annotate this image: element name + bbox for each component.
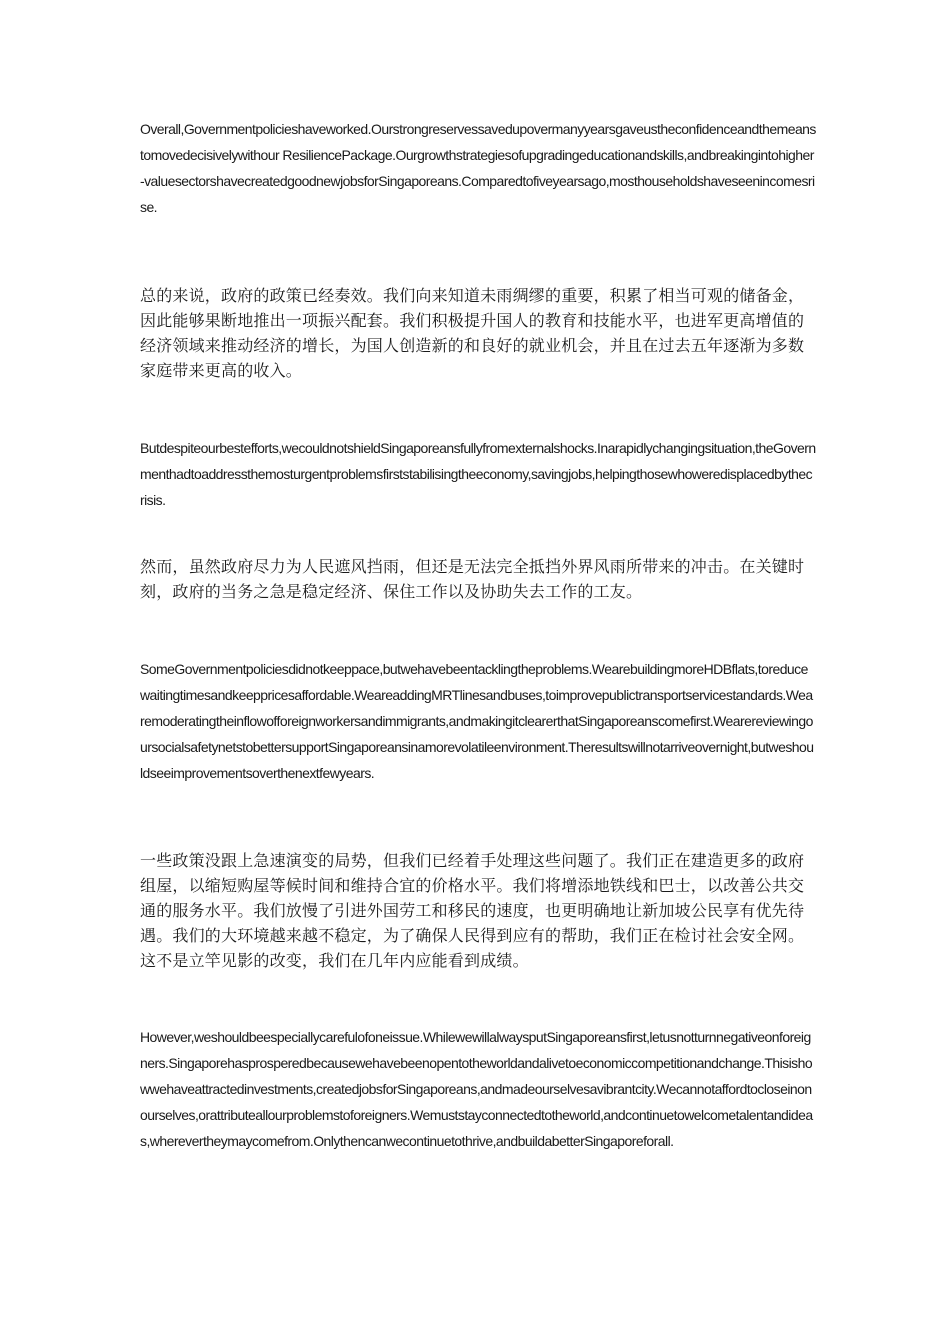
paragraph-english-2: Butdespiteourbestefforts,wecouldnotshieldSingaporeansfullyfromexternalshocks.Inarapidlychangingsituation,theGovernmenthadtoaddressthemosturgentproblemsfirststabilisingtheeconomy,savingjobs,helpingthosewhoweredisplacedbythecrisis. xyxy=(140,440,816,508)
paragraph-chinese-1: 总的来说，政府的政策已经奏效。我们向来知道未雨绸缪的重要，积累了相当可观的储备金，因此能够果断地推出一项振兴配套。我们积极提升国人的教育和技能水平，也进军更高增值的经济领域来推动经济的增长，为国人创造新的和良好的就业机会，并且在过去五年逐渐为多数家庭带来更高的收入。 xyxy=(140,286,805,380)
paragraph-english-4: However,weshouldbeespeciallycarefulofoneissue.WhilewewillalwaysputSingaporeansfirst,letusnotturnnegativeonforeigners.Singaporehasprosperedbecausewehavebeenopentotheworldandalivetoeconomiccompetitionandchange.Thisishowwehaveattractedinvestments,createdjobsforSingaporeans,andmadeourselvesavibrantcity.Wecannotaffordtocloseinonourselves,orattributeallourproblemstoforeigners.Wemuststayconnectedtotheworld,andcontinuetowelcometalentandideas,wherevertheymaycomefrom.Onlythencanwecontinuetothrive,andbuildabetterSingaporeforall. xyxy=(140,1029,813,1149)
paragraph-english-1: Overall,Governmentpolicieshaveworked.Ourstrongreservessavedupovermanyyearsgaveustheconfidenceandthemeanstomovedecisivelywithour ResiliencePackage.Ourgrowthstrategiesofupgradingeducationandskills,andbreakingintohigher-valuesectorshavecreatedgoodnewjobsforSingaporeans.Comparedtofiveyearsago,mosthouseholdshaveseenincomesrise. xyxy=(140,121,816,215)
paragraph-chinese-3: 一些政策没跟上急速演变的局势，但我们已经着手处理这些问题了。我们正在建造更多的政府组屋，以缩短购屋等候时间和维持合宜的价格水平。我们将增添地铁线和巴士，以改善公共交通的服务水平。我们放慢了引进外国劳工和移民的速度，也更明确地让新加坡公民享有优先待遇。我们的大环境越来越不稳定，为了确保人民得到应有的帮助，我们正在检讨社会安全网。这不是立竿见影的改变，我们在几年内应能看到成绩。 xyxy=(140,851,805,970)
paragraph-english-3: SomeGovernmentpoliciesdidnotkeeppace,butwehavebeentacklingtheproblems.WearebuildingmoreHDBflats,toreducewaitingtimesandkeeppricesaffordable.WeareaddingMRTlinesandbuses,toimprovepublictransportservicestandards.Wearemoderatingtheinflowofforeignworkersandimmigrants,andmakingitclearerthatSingaporeanscomefirst.WearereviewingoursocialsafetynetstobettersupportSingaporeansinamorevolatileenvironment.Theresultswillnotarriveovernight,butweshouldseeimprovementsoverthenextfewyears. xyxy=(140,661,814,781)
paragraph-chinese-2: 然而，虽然政府尽力为人民遮风挡雨，但还是无法完全抵挡外界风雨所带来的冲击。在关键时刻，政府的当务之急是稳定经济、保住工作以及协助失去工作的工友。 xyxy=(140,557,805,601)
